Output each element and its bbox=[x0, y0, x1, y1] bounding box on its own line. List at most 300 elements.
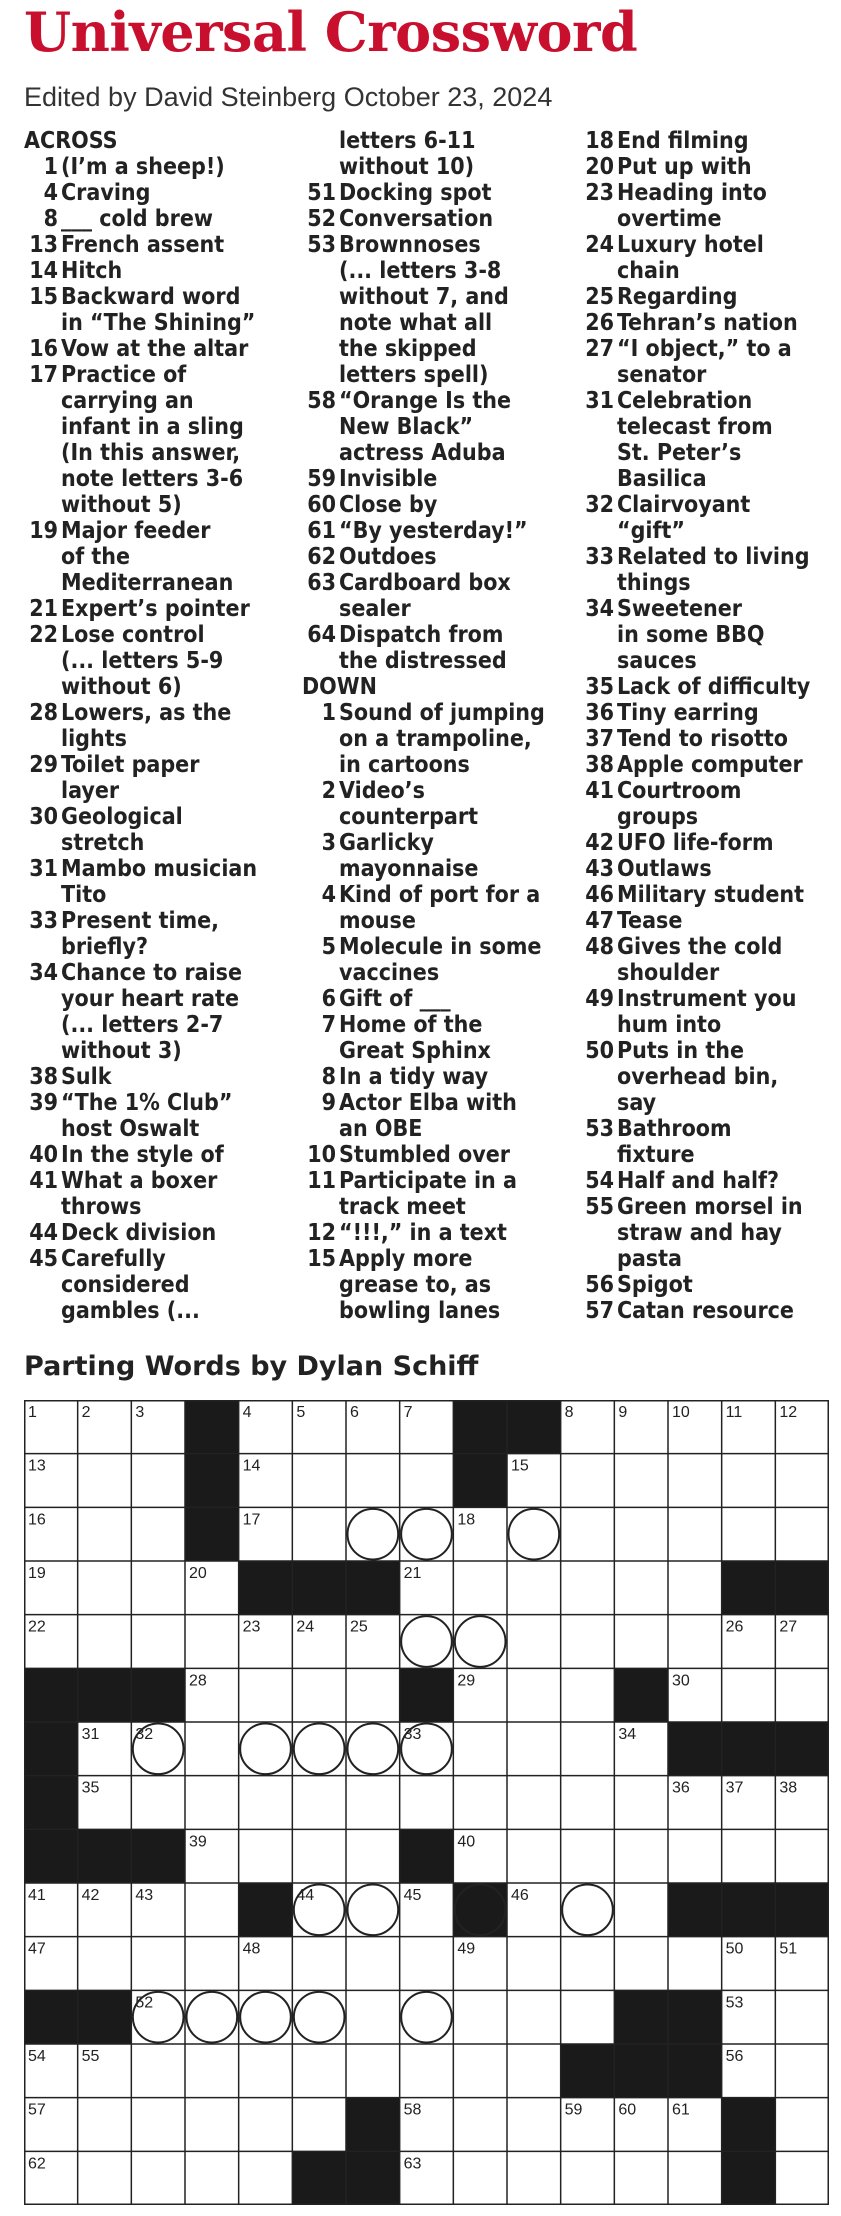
clue-item[interactable] bbox=[302, 1168, 562, 1194]
block-square bbox=[668, 1990, 722, 2044]
grid-cell[interactable] bbox=[239, 2151, 293, 2205]
clue-item[interactable] bbox=[302, 986, 562, 1012]
grid-cell[interactable] bbox=[78, 1507, 132, 1561]
grid-cell[interactable] bbox=[561, 1561, 615, 1615]
cell-number: 48 bbox=[242, 1940, 261, 1958]
cell-number: 54 bbox=[28, 2048, 46, 2065]
clue-item[interactable] bbox=[580, 388, 838, 414]
clue-item[interactable] bbox=[302, 388, 562, 414]
clue-item[interactable] bbox=[302, 934, 562, 960]
grid-cell[interactable] bbox=[775, 1990, 829, 2044]
grid-cell[interactable] bbox=[346, 2044, 400, 2098]
clue-text-continued: sealer bbox=[339, 596, 411, 622]
clue-number: 9 bbox=[321, 1090, 336, 1116]
block-square bbox=[614, 1990, 668, 2044]
clue-number: 6 bbox=[321, 986, 336, 1012]
clue-item[interactable] bbox=[24, 180, 284, 206]
clue-text: Hitch bbox=[61, 258, 123, 284]
clue-text-continued: carrying an bbox=[61, 388, 194, 414]
clue-item[interactable] bbox=[580, 934, 838, 960]
clue-number: 41 bbox=[585, 778, 614, 804]
cell-number: 42 bbox=[81, 1887, 100, 1904]
grid-cell[interactable] bbox=[78, 2151, 132, 2205]
grid-cell[interactable] bbox=[775, 2151, 829, 2205]
clue-text: Close by bbox=[339, 492, 438, 518]
clue-item[interactable] bbox=[24, 1090, 284, 1116]
grid-cell[interactable] bbox=[131, 2098, 185, 2152]
grid-cell[interactable] bbox=[561, 1937, 615, 1991]
grid-cell[interactable] bbox=[507, 1507, 561, 1561]
grid-cell[interactable] bbox=[507, 1776, 561, 1830]
cell-number: 21 bbox=[403, 1565, 422, 1582]
grid-cell[interactable] bbox=[131, 2044, 185, 2098]
clue-item[interactable] bbox=[24, 596, 284, 622]
grid-cell[interactable] bbox=[561, 2151, 615, 2205]
clue-text-continued: infant in a sling bbox=[61, 414, 244, 440]
grid-cell[interactable] bbox=[561, 1507, 615, 1561]
grid-cell[interactable] bbox=[292, 1990, 346, 2044]
grid-cell[interactable] bbox=[239, 1668, 293, 1722]
grid-cell[interactable] bbox=[78, 1937, 132, 1991]
clue-number: 10 bbox=[307, 1142, 336, 1168]
grid-svg bbox=[24, 1400, 829, 2205]
crossword-grid[interactable] bbox=[24, 1400, 829, 2205]
grid-cell[interactable] bbox=[507, 1615, 561, 1669]
cell-number: 51 bbox=[779, 1940, 798, 1958]
grid-cell[interactable] bbox=[668, 1454, 722, 1508]
cell-number: 52 bbox=[135, 1994, 154, 2012]
clue-item[interactable] bbox=[580, 986, 838, 1012]
clue-text-continued: bowling lanes bbox=[339, 1298, 501, 1324]
clue-item[interactable] bbox=[580, 856, 838, 882]
grid-cell[interactable] bbox=[239, 1829, 293, 1883]
clue-text-continued: actress Aduba bbox=[339, 440, 506, 466]
clue-item[interactable] bbox=[24, 1142, 284, 1168]
grid-cell[interactable] bbox=[668, 1507, 722, 1561]
grid-cell[interactable] bbox=[453, 1776, 507, 1830]
clue-item[interactable] bbox=[302, 544, 562, 570]
clue-item[interactable] bbox=[302, 700, 562, 726]
clue-item[interactable] bbox=[24, 752, 284, 778]
grid-cell[interactable] bbox=[131, 1454, 185, 1508]
clue-item[interactable] bbox=[24, 206, 284, 232]
clue-text-continued: grease to, as bbox=[339, 1272, 492, 1298]
clue-item[interactable] bbox=[24, 856, 284, 882]
clue-number: 34 bbox=[29, 960, 58, 986]
clue-text-continued: mayonnaise bbox=[339, 856, 479, 882]
grid-cell[interactable] bbox=[668, 1829, 722, 1883]
grid-cell[interactable] bbox=[131, 1937, 185, 1991]
clue-item[interactable] bbox=[24, 1220, 284, 1246]
clue-item[interactable] bbox=[580, 830, 838, 856]
grid-cell[interactable] bbox=[239, 2044, 293, 2098]
clue-item[interactable] bbox=[302, 830, 562, 856]
clue-number: 51 bbox=[307, 180, 336, 206]
cell-number: 6 bbox=[350, 1404, 359, 1421]
clue-item[interactable] bbox=[580, 1116, 838, 1142]
grid-cell[interactable] bbox=[507, 2151, 561, 2205]
clue-item[interactable] bbox=[580, 1298, 838, 1324]
cell-number: 35 bbox=[81, 1779, 100, 1797]
clue-item[interactable] bbox=[24, 700, 284, 726]
cell-number: 53 bbox=[725, 1994, 744, 2012]
clue-item[interactable] bbox=[580, 232, 838, 258]
grid-cell[interactable] bbox=[292, 1454, 346, 1508]
grid-cell[interactable] bbox=[775, 2098, 829, 2152]
grid-cell[interactable] bbox=[346, 1668, 400, 1722]
clue-item[interactable] bbox=[580, 882, 838, 908]
clue-number: 49 bbox=[585, 986, 614, 1012]
grid-cell[interactable] bbox=[561, 1829, 615, 1883]
grid-cell[interactable] bbox=[561, 1668, 615, 1722]
grid-cell[interactable] bbox=[400, 1776, 454, 1830]
block-square bbox=[24, 1829, 78, 1883]
clue-item[interactable] bbox=[302, 778, 562, 804]
clue-text-continued: note letters 3-6 bbox=[61, 466, 244, 492]
grid-cell[interactable] bbox=[561, 1615, 615, 1669]
clue-text: (I’m a sheep!) bbox=[61, 154, 225, 180]
grid-cell[interactable] bbox=[400, 1615, 454, 1669]
cell-number: 31 bbox=[81, 1726, 100, 1743]
grid-cell[interactable] bbox=[292, 2044, 346, 2098]
grid-cell[interactable] bbox=[614, 2151, 668, 2205]
grid-cell[interactable] bbox=[453, 1615, 507, 1669]
clue-item[interactable] bbox=[580, 544, 838, 570]
grid-cell[interactable] bbox=[346, 1454, 400, 1508]
clue-number: 43 bbox=[585, 856, 614, 882]
clue-item[interactable] bbox=[580, 310, 838, 336]
grid-cell[interactable] bbox=[78, 1615, 132, 1669]
clue-item[interactable] bbox=[580, 492, 838, 518]
cell-number: 50 bbox=[725, 1940, 744, 1958]
grid-cell[interactable] bbox=[614, 1883, 668, 1937]
clue-item[interactable] bbox=[24, 804, 284, 830]
cell-number: 15 bbox=[511, 1457, 529, 1475]
clue-item[interactable] bbox=[580, 154, 838, 180]
clue-item[interactable] bbox=[580, 284, 838, 310]
clue-item[interactable] bbox=[580, 336, 838, 362]
clue-number: 22 bbox=[29, 622, 58, 648]
clue-text: “Orange Is the bbox=[339, 388, 512, 414]
clue-item[interactable] bbox=[580, 778, 838, 804]
grid-cell[interactable] bbox=[507, 1937, 561, 1991]
clue-text: Outlaws bbox=[617, 856, 712, 882]
block-square bbox=[722, 2151, 776, 2205]
grid-cell[interactable] bbox=[292, 1776, 346, 1830]
clue-item[interactable] bbox=[302, 1012, 562, 1038]
clue-text-continued: on a trampoline, bbox=[339, 726, 532, 752]
grid-cell[interactable] bbox=[400, 1937, 454, 1991]
grid-cell[interactable] bbox=[346, 1990, 400, 2044]
clue-text: “I object,” to a bbox=[617, 336, 792, 362]
grid-cell[interactable] bbox=[453, 1561, 507, 1615]
grid-cell[interactable] bbox=[614, 1507, 668, 1561]
clue-item[interactable] bbox=[580, 674, 838, 700]
block-square bbox=[561, 2044, 615, 2098]
grid-cell[interactable] bbox=[668, 1615, 722, 1669]
clue-item[interactable] bbox=[302, 492, 562, 518]
clue-text-continued: New Black” bbox=[339, 414, 474, 440]
clue-item[interactable] bbox=[24, 518, 284, 544]
grid-cell[interactable] bbox=[775, 1829, 829, 1883]
grid-cell[interactable] bbox=[185, 2098, 239, 2152]
grid-cell[interactable] bbox=[507, 1561, 561, 1615]
grid-cell[interactable] bbox=[668, 2151, 722, 2205]
grid-cell[interactable] bbox=[185, 1990, 239, 2044]
grid-cell[interactable] bbox=[722, 1829, 776, 1883]
grid-cell[interactable] bbox=[453, 2151, 507, 2205]
grid-cell[interactable] bbox=[561, 1883, 615, 1937]
clue-item[interactable] bbox=[580, 1272, 838, 1298]
block-square bbox=[722, 1883, 776, 1937]
grid-cell[interactable] bbox=[453, 2044, 507, 2098]
grid-cell[interactable] bbox=[775, 1668, 829, 1722]
cell-number: 38 bbox=[779, 1779, 798, 1797]
clue-text-continued: vaccines bbox=[339, 960, 440, 986]
cell-number: 19 bbox=[28, 1565, 46, 1582]
block-square bbox=[185, 1507, 239, 1561]
grid-cell[interactable] bbox=[453, 2098, 507, 2152]
block-square bbox=[775, 1883, 829, 1937]
clue-text: UFO life-form bbox=[617, 830, 774, 856]
clue-text: Cardboard box bbox=[339, 570, 511, 596]
grid-cell[interactable] bbox=[185, 2044, 239, 2098]
grid-cell[interactable] bbox=[775, 2044, 829, 2098]
clue-column-2 bbox=[302, 128, 562, 1324]
cell-number: 1 bbox=[28, 1404, 37, 1421]
clue-item[interactable] bbox=[302, 622, 562, 648]
clue-item[interactable] bbox=[302, 1142, 562, 1168]
grid-cell[interactable] bbox=[507, 2044, 561, 2098]
grid-cell[interactable] bbox=[400, 1507, 454, 1561]
grid-cell[interactable] bbox=[185, 1615, 239, 1669]
grid-cell[interactable] bbox=[614, 1454, 668, 1508]
grid-cell[interactable] bbox=[346, 1722, 400, 1776]
clue-number: 64 bbox=[307, 622, 336, 648]
clue-text: Regarding bbox=[617, 284, 738, 310]
clue-number: 47 bbox=[585, 908, 614, 934]
clue-text: Luxury hotel bbox=[617, 232, 764, 258]
clue-text-continued: layer bbox=[61, 778, 120, 804]
grid-cell[interactable] bbox=[346, 1937, 400, 1991]
clue-number: 38 bbox=[585, 752, 614, 778]
clue-number: 52 bbox=[307, 206, 336, 232]
grid-cell[interactable] bbox=[775, 1507, 829, 1561]
grid-cell[interactable] bbox=[453, 1722, 507, 1776]
grid-cell[interactable] bbox=[722, 1454, 776, 1508]
clue-text-continued: groups bbox=[617, 804, 699, 830]
grid-cell[interactable] bbox=[453, 1990, 507, 2044]
clue-text: Backward word bbox=[61, 284, 241, 310]
clue-number: 33 bbox=[29, 908, 58, 934]
grid-cell[interactable] bbox=[400, 2044, 454, 2098]
clue-item[interactable] bbox=[24, 258, 284, 284]
grid-cell[interactable] bbox=[346, 1776, 400, 1830]
clue-item[interactable] bbox=[580, 1194, 838, 1220]
clue-number: 30 bbox=[29, 804, 58, 830]
grid-cell[interactable] bbox=[131, 1776, 185, 1830]
grid-cell[interactable] bbox=[346, 1883, 400, 1937]
grid-cell[interactable] bbox=[78, 1454, 132, 1508]
cell-number: 27 bbox=[779, 1618, 798, 1636]
clue-text-continued: considered bbox=[61, 1272, 190, 1298]
grid-cell[interactable] bbox=[292, 1829, 346, 1883]
grid-cell[interactable] bbox=[614, 1937, 668, 1991]
clue-item[interactable] bbox=[24, 336, 284, 362]
clue-text-continued: (In this answer, bbox=[61, 440, 241, 466]
grid-cell[interactable] bbox=[131, 1507, 185, 1561]
clue-text: Practice of bbox=[61, 362, 187, 388]
clue-text-continued: senator bbox=[617, 362, 707, 388]
clue-item[interactable] bbox=[24, 622, 284, 648]
clue-item[interactable] bbox=[24, 362, 284, 388]
grid-cell[interactable] bbox=[292, 1507, 346, 1561]
grid-cell[interactable] bbox=[507, 1829, 561, 1883]
clue-text: Home of the bbox=[339, 1012, 483, 1038]
cell-number: 3 bbox=[135, 1404, 145, 1421]
grid-cell[interactable] bbox=[292, 1668, 346, 1722]
grid-cell[interactable] bbox=[185, 1883, 239, 1937]
clue-item[interactable] bbox=[302, 466, 562, 492]
clue-item[interactable] bbox=[24, 232, 284, 258]
cell-number: 11 bbox=[725, 1404, 743, 1421]
clue-number: 53 bbox=[307, 232, 336, 258]
clue-text: Apply more bbox=[339, 1246, 473, 1272]
clue-text-continued: track meet bbox=[339, 1194, 466, 1220]
clue-item[interactable] bbox=[302, 518, 562, 544]
grid-cell[interactable] bbox=[78, 1561, 132, 1615]
clue-item[interactable] bbox=[24, 1246, 284, 1272]
clue-item[interactable] bbox=[580, 128, 838, 154]
clue-item[interactable] bbox=[580, 1168, 838, 1194]
grid-cell[interactable] bbox=[507, 1668, 561, 1722]
clue-item[interactable] bbox=[580, 752, 838, 778]
grid-cell[interactable] bbox=[292, 1937, 346, 1991]
grid-cell[interactable] bbox=[561, 1990, 615, 2044]
clue-item[interactable] bbox=[302, 1220, 562, 1246]
clue-number: 55 bbox=[585, 1194, 614, 1220]
grid-cell[interactable] bbox=[507, 1990, 561, 2044]
clue-text-continued: chain bbox=[617, 258, 680, 284]
grid-cell[interactable] bbox=[185, 1937, 239, 1991]
grid-cell[interactable] bbox=[561, 1722, 615, 1776]
clue-item[interactable] bbox=[580, 180, 838, 206]
clue-text: Celebration bbox=[617, 388, 753, 414]
clue-text: Present time, bbox=[61, 908, 220, 934]
clue-text: Chance to raise bbox=[61, 960, 243, 986]
clue-text: Participate in a bbox=[339, 1168, 517, 1194]
grid-cell[interactable] bbox=[400, 1454, 454, 1508]
grid-cell[interactable] bbox=[239, 1722, 293, 1776]
clue-item[interactable] bbox=[24, 960, 284, 986]
clue-item[interactable] bbox=[302, 1090, 562, 1116]
clue-text: Vow at the altar bbox=[61, 336, 249, 362]
clue-item[interactable] bbox=[24, 908, 284, 934]
clue-item[interactable] bbox=[302, 1246, 562, 1272]
clue-text-continued: overhead bin, bbox=[617, 1064, 779, 1090]
clue-item[interactable] bbox=[24, 1064, 284, 1090]
grid-cell[interactable] bbox=[722, 1507, 776, 1561]
clue-text-continued: an OBE bbox=[339, 1116, 423, 1142]
clue-item[interactable] bbox=[302, 206, 562, 232]
grid-cell[interactable] bbox=[614, 1776, 668, 1830]
block-square bbox=[453, 1400, 507, 1454]
cell-number: 24 bbox=[296, 1618, 315, 1636]
clue-item[interactable] bbox=[580, 596, 838, 622]
grid-cell[interactable] bbox=[775, 1454, 829, 1508]
grid-cell[interactable] bbox=[507, 2098, 561, 2152]
clue-number: 26 bbox=[585, 310, 614, 336]
grid-cell[interactable] bbox=[239, 1990, 293, 2044]
clue-text-continued: “gift” bbox=[617, 518, 685, 544]
clue-text: Puts in the bbox=[617, 1038, 744, 1064]
grid-cell[interactable] bbox=[722, 1668, 776, 1722]
clue-item[interactable] bbox=[302, 232, 562, 258]
grid-cell[interactable] bbox=[292, 1722, 346, 1776]
clue-item[interactable] bbox=[24, 284, 284, 310]
grid-cell[interactable] bbox=[668, 1561, 722, 1615]
clue-item[interactable] bbox=[302, 180, 562, 206]
grid-cell[interactable] bbox=[614, 1561, 668, 1615]
clue-number: 31 bbox=[585, 388, 614, 414]
grid-cell[interactable] bbox=[131, 1561, 185, 1615]
grid-cell[interactable] bbox=[561, 1454, 615, 1508]
clue-text-continued: telecast from bbox=[617, 414, 773, 440]
grid-cell[interactable] bbox=[239, 1776, 293, 1830]
clue-item[interactable] bbox=[302, 1064, 562, 1090]
cell-number: 49 bbox=[457, 1940, 476, 1958]
grid-cell[interactable] bbox=[185, 1776, 239, 1830]
grid-cell[interactable] bbox=[614, 1615, 668, 1669]
clue-item[interactable] bbox=[24, 1168, 284, 1194]
clue-item[interactable] bbox=[24, 154, 284, 180]
clue-item[interactable] bbox=[302, 570, 562, 596]
clue-text-continued: pasta bbox=[617, 1246, 682, 1272]
grid-cell[interactable] bbox=[507, 1722, 561, 1776]
grid-cell[interactable] bbox=[239, 2098, 293, 2152]
grid-cell[interactable] bbox=[614, 1829, 668, 1883]
clue-text: Related to living bbox=[617, 544, 810, 570]
grid-cell[interactable] bbox=[131, 1615, 185, 1669]
clue-text: Lack of difficulty bbox=[617, 674, 811, 700]
clue-text: Actor Elba with bbox=[339, 1090, 517, 1116]
clue-item[interactable] bbox=[580, 908, 838, 934]
clue-number: 35 bbox=[585, 674, 614, 700]
clue-number: 42 bbox=[585, 830, 614, 856]
clue-text: Toilet paper bbox=[61, 752, 200, 778]
grid-cell[interactable] bbox=[668, 1937, 722, 1991]
cell-number: 60 bbox=[618, 2101, 637, 2119]
clue-number: 21 bbox=[29, 596, 58, 622]
grid-cell[interactable] bbox=[561, 1776, 615, 1830]
clue-item[interactable] bbox=[302, 882, 562, 908]
grid-cell[interactable] bbox=[346, 1507, 400, 1561]
clue-item[interactable] bbox=[580, 700, 838, 726]
grid-cell[interactable] bbox=[292, 2098, 346, 2152]
clue-text: French assent bbox=[61, 232, 225, 258]
clue-text: Sound of jumping bbox=[339, 700, 545, 726]
byline: Edited by David Steinberg October 23, 2024 bbox=[24, 82, 553, 112]
grid-cell[interactable] bbox=[78, 2098, 132, 2152]
clue-item[interactable] bbox=[580, 726, 838, 752]
grid-cell[interactable] bbox=[185, 1722, 239, 1776]
grid-cell[interactable] bbox=[131, 2151, 185, 2205]
grid-cell[interactable] bbox=[400, 1990, 454, 2044]
clue-item[interactable] bbox=[580, 1038, 838, 1064]
grid-cell[interactable] bbox=[185, 2151, 239, 2205]
block-square bbox=[453, 1883, 507, 1937]
grid-cell[interactable] bbox=[346, 1829, 400, 1883]
